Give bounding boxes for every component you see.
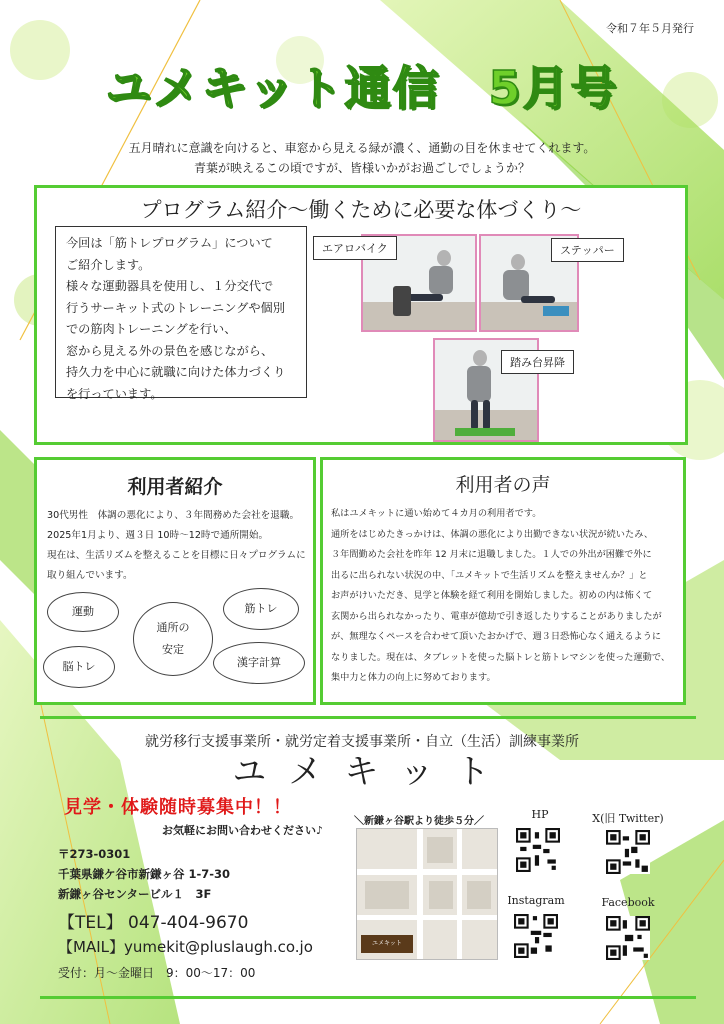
user-intro-line: 30代男性 体調の悪化により、３年間務めた会社を退職。 bbox=[47, 510, 300, 521]
qr-hp-label: HP bbox=[531, 808, 549, 821]
voice-line: なりました。現在は、タブレットを使った脳トレと筋トレマシンを使った運動で、 bbox=[331, 651, 671, 663]
program-line: 今回は「筋トレプログラム」について bbox=[66, 236, 273, 250]
voice-line: 玄関から出られなかったり、電車が億劫で引き返したりすることがありましたが bbox=[331, 610, 662, 622]
cloud-kanji-calc: 漢字計算 bbox=[213, 642, 305, 684]
cloud-muscle-training: 筋トレ bbox=[223, 588, 299, 630]
program-title: プログラム紹介〜働くために必要な体づくり〜 bbox=[140, 198, 582, 222]
issue-date: 令和７年５月発行 bbox=[606, 22, 694, 35]
program-line: を行っています。 bbox=[66, 386, 163, 401]
user-voice-text bbox=[331, 504, 681, 689]
access-map bbox=[356, 828, 498, 960]
inquiry-text: お気軽にお問い合わせください♪ bbox=[162, 824, 324, 837]
qr-facebook-label: Facebook bbox=[601, 896, 655, 909]
recruit-heading: 見学・体験随時募集中！！ bbox=[64, 797, 292, 818]
voice-line: お声がけいただき、見学と体験を経て利用を開始しました。初めの内は怖くて bbox=[331, 590, 653, 601]
email-address: 【MAIL】yumekit@pluslaugh.co.jo bbox=[58, 938, 313, 956]
user-voice-section bbox=[320, 457, 686, 705]
program-line: 窓から見える外の景色を感じながら、 bbox=[66, 343, 274, 358]
program-section bbox=[34, 185, 688, 445]
cloud-attendance-stability bbox=[133, 602, 213, 676]
voice-line: 私はユメキットに通い始めて４カ月の利用者です。 bbox=[331, 508, 542, 519]
user-intro-line: 取り組んでいます。 bbox=[47, 570, 133, 581]
voice-line: が、無理なくペースを合わせて頂いたおかげで、週３日恐怖心なく通えるように bbox=[331, 631, 662, 642]
divider-top bbox=[40, 716, 696, 719]
map-office-marker: ユメキット bbox=[361, 935, 413, 953]
step-platform-label: 踏み台昇降 bbox=[501, 350, 574, 374]
cloud-center-line: 安定 bbox=[162, 643, 184, 656]
office-name: ユメキット bbox=[232, 752, 512, 792]
intro-text bbox=[0, 138, 724, 178]
aerobike-label: エアロバイク bbox=[313, 236, 397, 260]
voice-line: 通所をはじめたきっかけは、体調の悪化により出勤できない状況が続いたみ、 bbox=[331, 528, 654, 540]
address-line1: 千葉県鎌ケ谷市新鎌ヶ谷 1-7-30 bbox=[58, 867, 231, 881]
qr-instagram-icon bbox=[514, 914, 558, 958]
program-line: 様々な運動器具を使用し、１分交代で bbox=[66, 279, 274, 293]
program-line: ご紹介します。 bbox=[66, 257, 151, 272]
intro-line: 五月晴れに意識を向けると、車窓から見える緑が濃く、通勤の目を休ませてくれます。 bbox=[128, 141, 596, 155]
program-line: での筋肉トレーニングを行い、 bbox=[66, 322, 237, 336]
user-intro-text bbox=[47, 506, 319, 586]
cloud-center-line: 通所の bbox=[156, 621, 190, 634]
office-hours: 受付：月〜金曜日 9：00〜17：00 bbox=[58, 966, 256, 980]
program-line: 持久力を中心に就職に向けた体力づくり bbox=[66, 365, 286, 379]
walk-note: ＼新鎌ヶ谷駅より徒歩５分／ bbox=[354, 816, 484, 827]
cloud-exercise: 運動 bbox=[47, 592, 119, 632]
qr-hp-icon bbox=[516, 828, 560, 872]
voice-line: 出るに出られない状況の中、「ユメキットで生活リズムを整えませんか？」と bbox=[331, 569, 648, 581]
program-description bbox=[55, 226, 307, 401]
qr-facebook-icon bbox=[606, 916, 650, 960]
phone-number: 【TEL】 047-404-9670 bbox=[58, 913, 249, 933]
user-intro-line: 2025年1月より、週３日 10時〜12時で通所開始。 bbox=[47, 530, 269, 541]
user-voice-title: 利用者の声 bbox=[455, 474, 551, 496]
user-intro-section bbox=[34, 457, 316, 705]
voice-line: ３年間勤めた会社を昨年 12 月末に退職しました。１人での外出が困難で外に bbox=[331, 549, 652, 560]
qr-instagram-label: Instagram bbox=[507, 894, 565, 907]
divider-bottom bbox=[40, 996, 696, 999]
user-intro-title: 利用者紹介 bbox=[127, 476, 223, 498]
stepper-label: ステッパー bbox=[551, 238, 624, 262]
office-types: 就労移行支援事業所・就労定着支援事業所・自立（生活）訓練事業所 bbox=[145, 734, 579, 750]
postal-code: 〒273-0301 bbox=[58, 847, 131, 861]
newsletter-title: ユメキット通信 5月号 bbox=[105, 61, 619, 115]
cloud-brain-training: 脳トレ bbox=[43, 646, 115, 688]
qr-twitter-label: X(旧 Twitter) bbox=[592, 812, 664, 825]
user-intro-line: 現在は、生活リズムを整えることを目標に日々プログラムに bbox=[47, 550, 306, 561]
voice-line: 集中力と体力の向上に努めております。 bbox=[331, 672, 496, 683]
intro-line: 青葉が映えるこの頃ですが、皆様いかがお過ごしでしょうか？ bbox=[193, 161, 530, 175]
program-line: 行うサーキット式のトレーニングや個別 bbox=[66, 300, 285, 315]
qr-twitter-icon bbox=[606, 830, 650, 874]
address-line2: 新鎌ヶ谷センタービル１ 3F bbox=[58, 887, 212, 901]
